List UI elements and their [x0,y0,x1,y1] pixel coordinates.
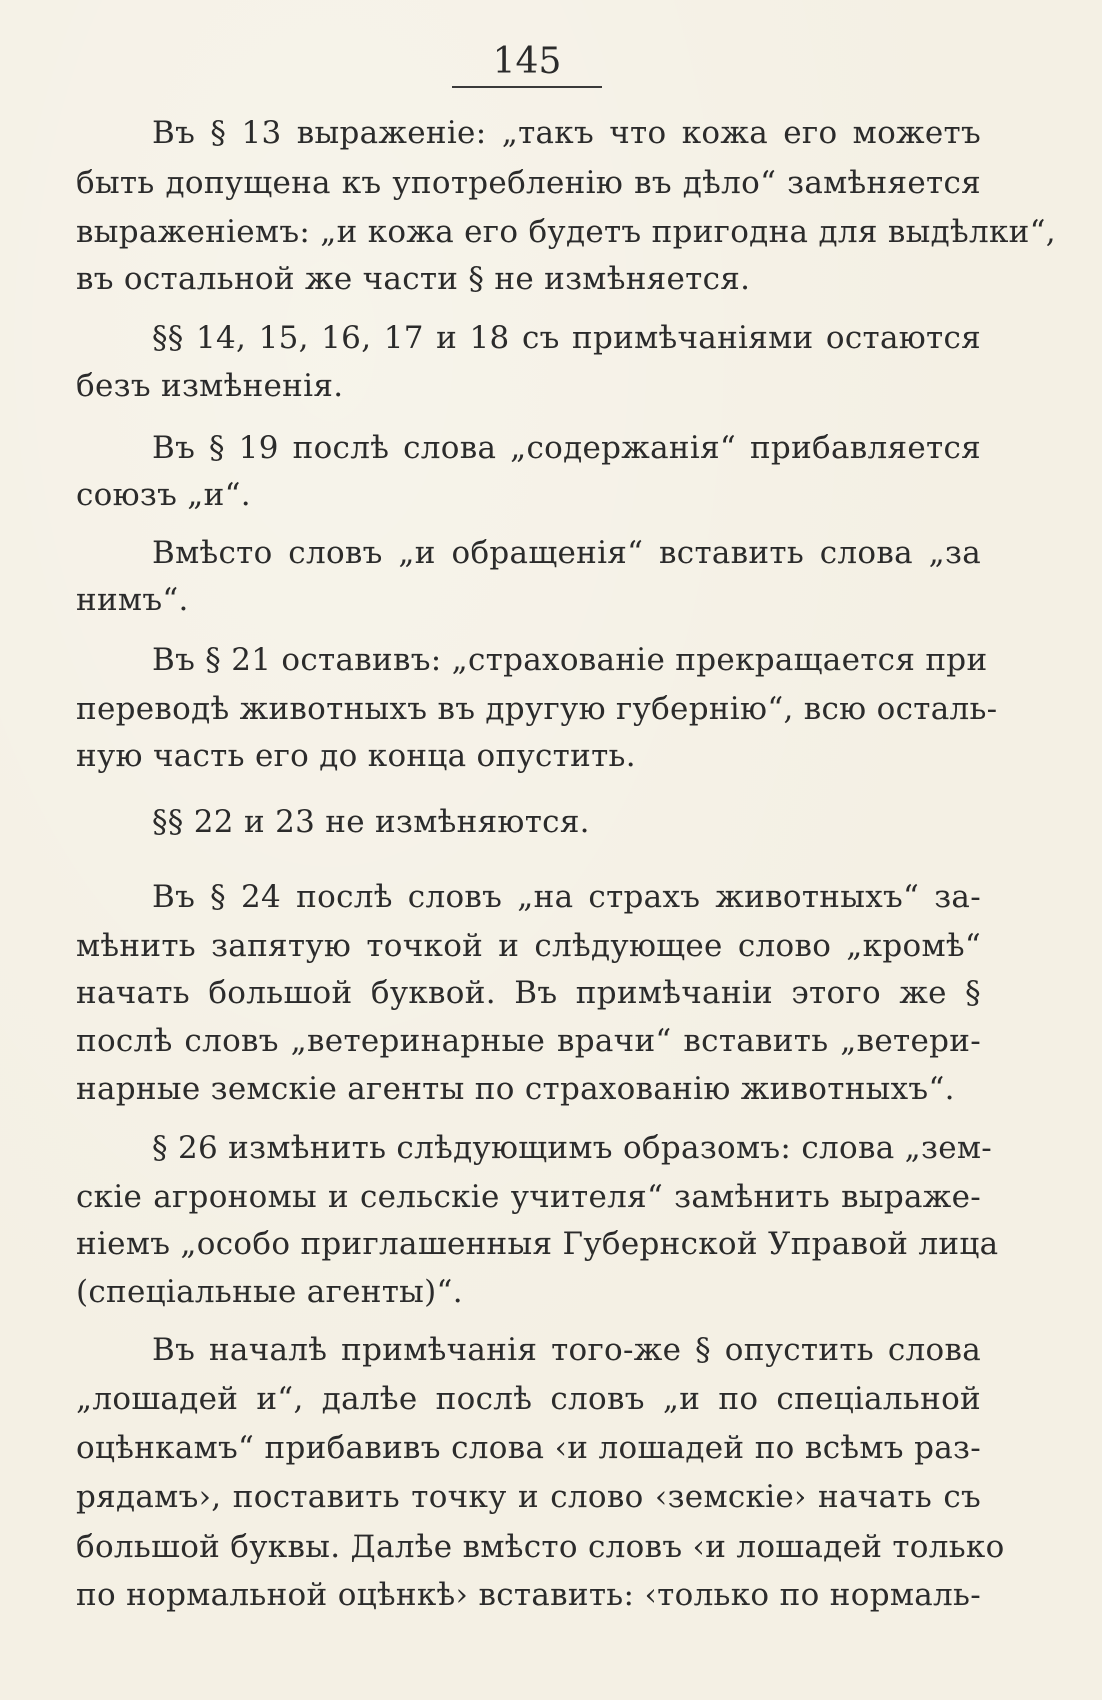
text-line: начать большой буквой. Въ примѣчаніи этого же § [76,975,981,1011]
text-line: въ остальной же части § не измѣняется. [76,261,751,297]
text-line: ніемъ „особо приглашенныя Губернской Управой лица [76,1226,999,1262]
text-line: скіе агрономы и сельскіе учителя“ замѣнить выраже- [76,1179,981,1215]
text-line: Въ § 19 послѣ слова „содержанія“ прибавляется [152,430,981,466]
text-line: § 26 измѣнить слѣдующимъ образомъ: слова „зем- [152,1130,993,1166]
text-line: мѣнить запятую точкой и слѣдующее слово „кромѣ“ [76,928,981,964]
text-line: ную часть его до конца опустить. [76,738,636,774]
text-line: „лошадей и“, далѣе послѣ словъ „и по спеціальной [76,1381,981,1417]
text-line: Въ началѣ примѣчанія того-же § опустить слова [152,1332,981,1368]
text-line: большой буквы. Далѣе вмѣсто словъ ‹и лошадей только [76,1529,1005,1565]
text-line: Въ § 24 послѣ словъ „на страхъ животныхъ“ за- [152,879,981,915]
text-line: §§ 14, 15, 16, 17 и 18 съ примѣчаніями остаются [152,320,981,356]
text-line: послѣ словъ „ветеринарные врачи“ вставить „ветери- [76,1023,981,1059]
text-line: §§ 22 и 23 не измѣняются. [152,804,590,840]
text-line: выраженіемъ: „и кожа его будетъ пригодна для выдѣлки“, [76,214,1056,250]
text-line: быть допущена къ употребленію въ дѣло“ замѣняется [76,165,981,201]
text-line: нарные земскіе агенты по страхованію животныхъ“. [76,1071,955,1107]
text-line: рядамъ›, поставить точку и слово ‹земскіе› начать съ [76,1479,981,1515]
page-number: 145 [492,41,562,82]
text-line: (спеціальные агенты)“. [76,1274,463,1310]
text-line: оцѣнкамъ“ прибавивъ слова ‹и лошадей по всѣмъ раз- [76,1430,981,1466]
text-line: Вмѣсто словъ „и обращенія“ вставить слова „за [152,535,981,571]
text-line: союзъ „и“. [76,477,251,513]
text-line: Въ § 21 оставивъ: „страхованіе прекращается при [152,642,988,678]
text-line: Въ § 13 выраженіе: „такъ что кожа его можетъ [152,115,981,151]
text-line: по нормальной оцѣнкѣ› вставить: ‹только по нормаль- [76,1577,981,1613]
text-line: безъ измѣненія. [76,368,344,404]
text-line: переводѣ животныхъ въ другую губернію“, всю осталь- [76,691,998,727]
text-line: нимъ“. [76,582,189,618]
